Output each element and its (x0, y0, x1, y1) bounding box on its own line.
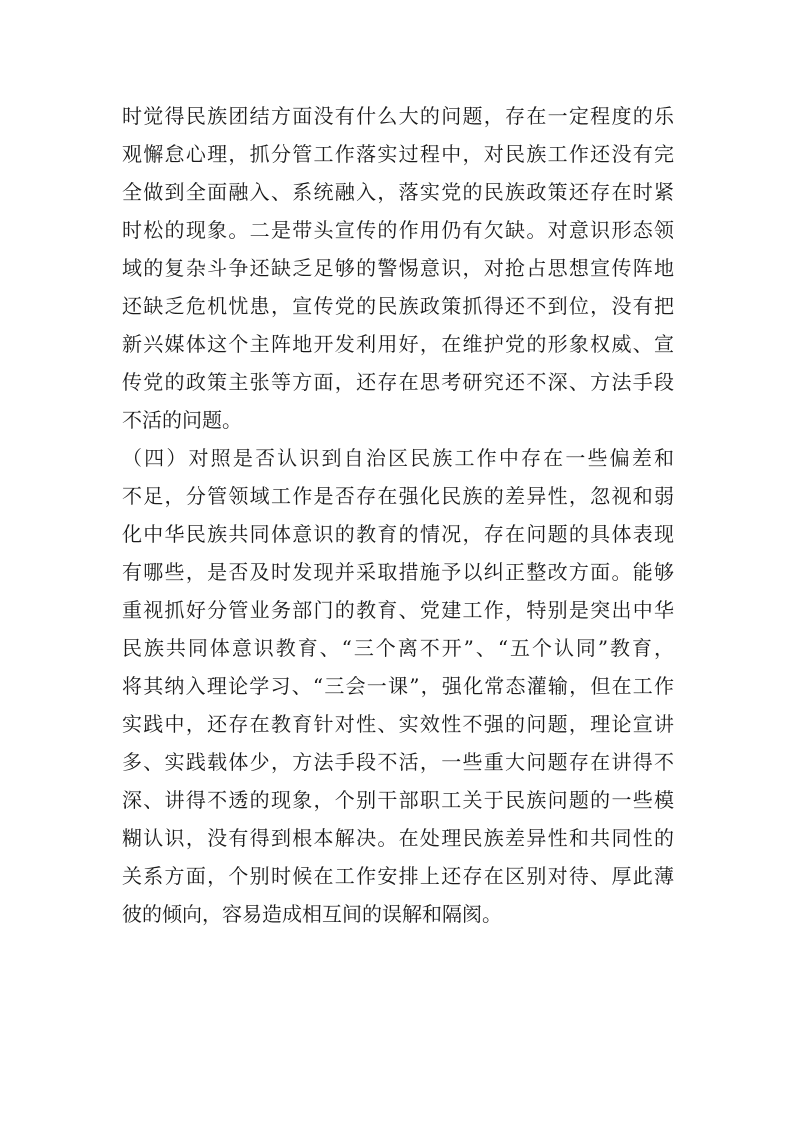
text-line: 不活的问题。 (122, 408, 242, 432)
text-line: 时觉得民族团结方面没有什么大的问题，存在一定程度的乐 (122, 104, 674, 128)
text-line: 化中华民族共同体意识的教育的情况，存在问题的具体表现 (122, 522, 674, 546)
paragraph-1 (122, 97, 674, 439)
text-line: 传党的政策主张等方面，还存在思考研究还不深、方法手段 (122, 370, 674, 394)
document-body (122, 97, 674, 933)
text-line: 还缺乏危机忧患，宣传党的民族政策抓得还不到位，没有把 (122, 294, 674, 318)
text-line: 全做到全面融入、系统融入，落实党的民族政策还存在时紧 (122, 180, 674, 204)
text-line: 彼的倾向，容易造成相互间的误解和隔阂。 (122, 902, 502, 926)
text-line: 重视抓好分管业务部门的教育、党建工作，特别是突出中华 (122, 598, 674, 622)
text-line: 深、讲得不透的现象，个别干部职工关于民族问题的一些模 (122, 788, 674, 812)
text-line: （四）对照是否认识到自治区民族工作中存在一些偏差和 (122, 446, 674, 470)
text-line: 糊认识，没有得到根本解决。在处理民族差异性和共同性的 (122, 826, 674, 850)
text-line: 观懈怠心理，抓分管工作落实过程中，对民族工作还没有完 (122, 142, 674, 166)
text-line: 不足，分管领域工作是否存在强化民族的差异性，忽视和弱 (122, 484, 674, 508)
paragraph-2 (122, 439, 674, 933)
text-line: 新兴媒体这个主阵地开发利用好，在维护党的形象权威、宣 (122, 332, 674, 356)
text-line: 民族共同体意识教育、“三个离不开”、“五个认同”教育， (122, 636, 674, 660)
text-line: 将其纳入理论学习、“三会一课”，强化常态灌输，但在工作 (122, 674, 674, 698)
text-line: 域的复杂斗争还缺乏足够的警惕意识，对抢占思想宣传阵地 (122, 256, 674, 280)
text-line: 实践中，还存在教育针对性、实效性不强的问题，理论宣讲 (122, 712, 674, 736)
text-line: 多、实践载体少，方法手段不活，一些重大问题存在讲得不 (122, 750, 674, 774)
text-line: 时松的现象。二是带头宣传的作用仍有欠缺。对意识形态领 (122, 218, 674, 242)
text-line: 有哪些，是否及时发现并采取措施予以纠正整改方面。能够 (122, 560, 674, 584)
text-line: 关系方面，个别时候在工作安排上还存在区别对待、厚此薄 (122, 864, 674, 888)
